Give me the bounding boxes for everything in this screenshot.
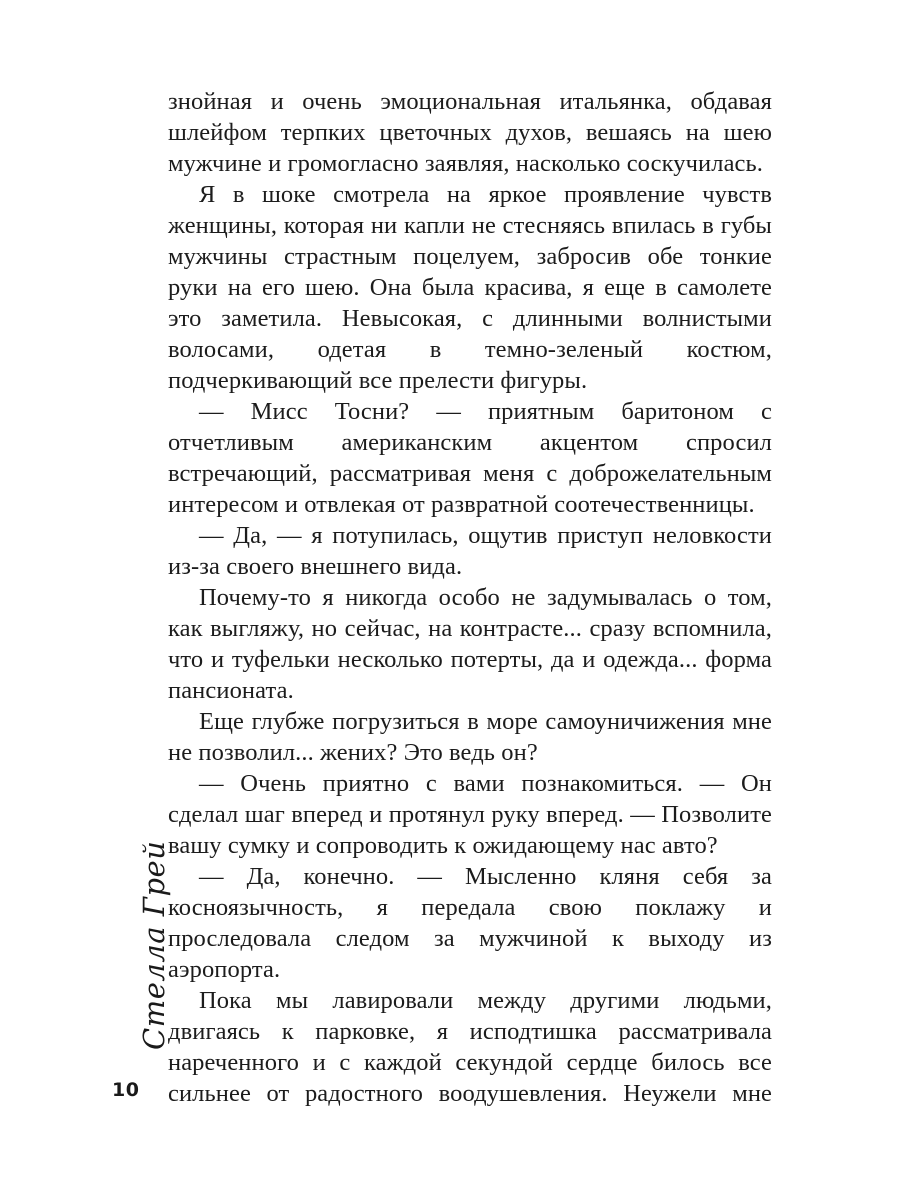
running-author-name: Стелла Грей xyxy=(137,840,171,1050)
paragraph-continuation: знойная и очень эмоциональная итальянка, обдавая шлейфом терпких цветочных духов, вешаясь на шею мужчине и громогласно заявляя, насколько соскучилась. xyxy=(168,88,772,177)
paragraph-dialogue: — Да, — я потупилась, ощутив приступ неловкости из-за своего внешнего вида. xyxy=(168,522,772,580)
paragraph: Еще глубже погрузиться в море самоуничижения мне не позволил... жених? Это ведь он? xyxy=(168,708,772,766)
paragraph-dialogue: — Очень приятно с вами познакомиться. — Он сделал шаг вперед и протянул руку вперед. — Позволите вашу сумку и сопроводить к ожидающему нас авто? xyxy=(168,770,772,859)
paragraph: Я в шоке смотрела на яркое проявление чувств женщины, которая ни капли не стесняясь впилась в губы мужчины страстным поцелуем, забросив обе тонкие руки на его шею. Она была красива, я еще в самолете это заметила. Невысокая, с длинными волнистыми волосами, одетая в темно-зеленый костюм, подчеркивающий все прелести фигуры. xyxy=(168,181,772,394)
page-number: 10 xyxy=(112,1079,140,1101)
paragraph-dialogue: — Да, конечно. — Мысленно кляня себя за косноязычность, я передала свою поклажу и проследовала следом за мужчиной к выходу из аэропорта. xyxy=(168,863,772,983)
paragraph: Почему-то я никогда особо не задумывалась о том, как выгляжу, но сейчас, на контрасте... сразу вспомнила, что и туфельки несколько потерты, да и одежда... форма пансионата. xyxy=(168,584,772,704)
paragraph-continues-next-page: Пока мы лавировали между другими людьми, двигаясь к парковке, я исподтишка рассматривала нареченного и с каждой секундой сердце билось все сильнее от радостного воодушевления. Неужели мне xyxy=(168,987,772,1107)
paragraph-dialogue: — Мисс Тосни? — приятным баритоном с отчетливым американским акцентом спросил встречающий, рассматривая меня с доброжелательным интересом и отвлекая от развратной соотечественницы. xyxy=(168,398,772,518)
page-body-text xyxy=(168,86,772,1109)
